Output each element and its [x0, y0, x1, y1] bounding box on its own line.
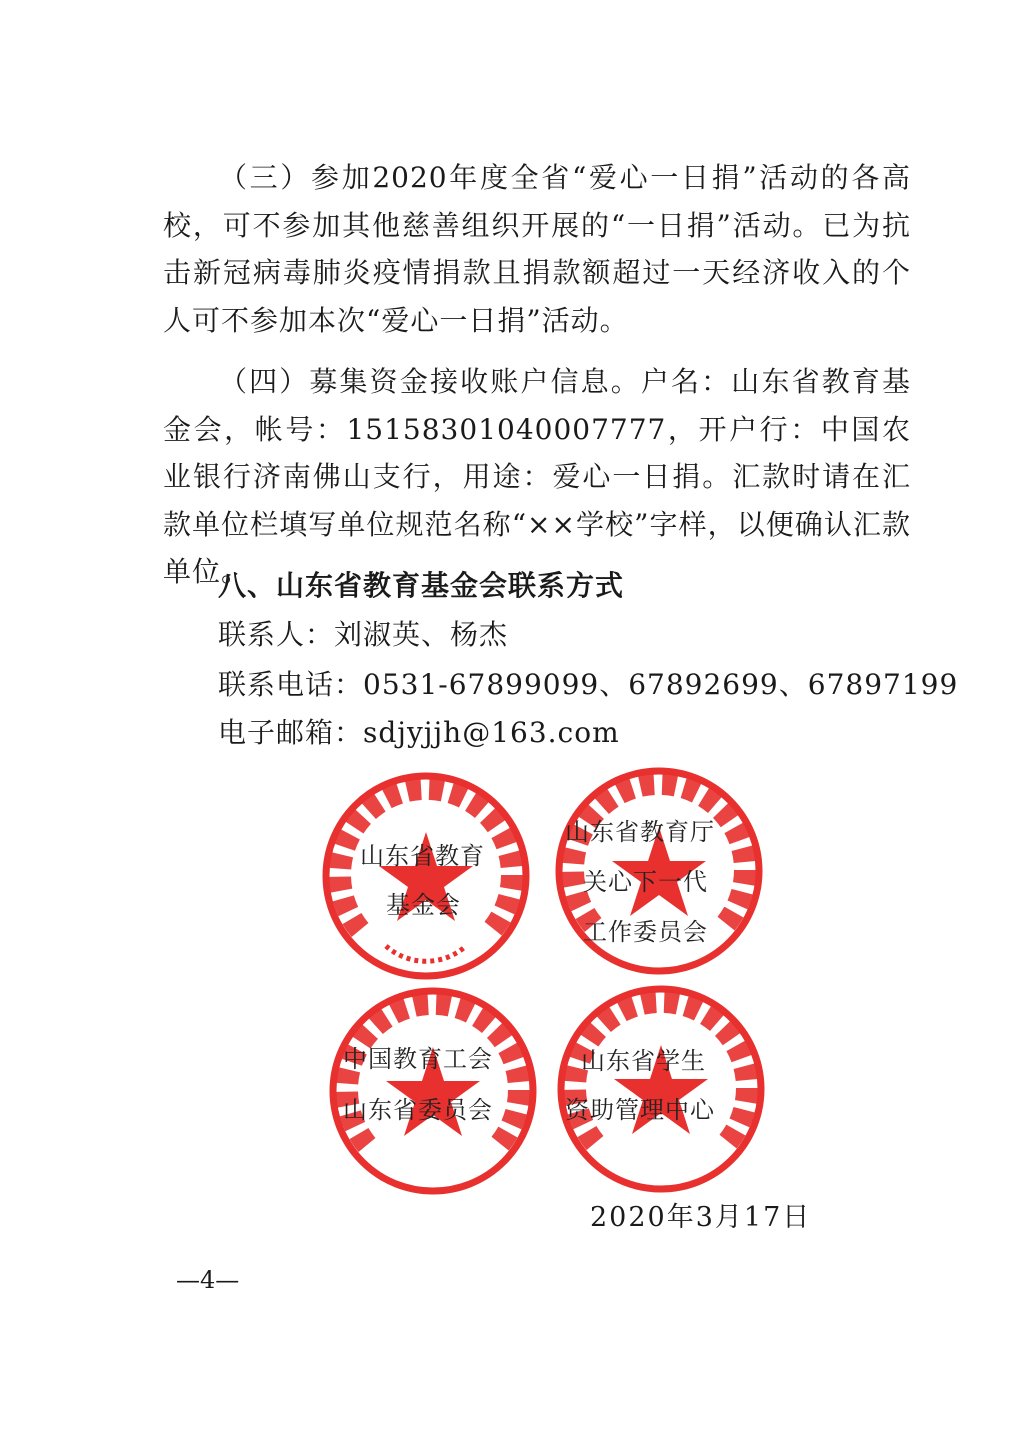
contact-person: 联系人：刘淑英、杨杰	[218, 618, 509, 651]
document-date: 2020年3月17日	[590, 1202, 812, 1233]
seal-education-union	[327, 985, 539, 1197]
seal-label-line: 基金会	[386, 891, 461, 919]
seal-label-line: 山东省教育厅	[565, 818, 715, 846]
seal-label-line: 关心下一代	[583, 868, 708, 896]
seal-label-line: 资助管理中心	[565, 1096, 715, 1124]
seal-label-line: 中国教育工会	[343, 1045, 493, 1073]
seal-education-foundation	[320, 770, 532, 982]
page-number: —4—	[176, 1266, 240, 1294]
seal-student-aid-center	[555, 983, 767, 1195]
seal-label-line: 工作委员会	[583, 918, 708, 946]
section-heading: 八、山东省教育基金会联系方式	[218, 569, 625, 602]
contact-email: 电子邮箱：sdjyjjh@163.com	[218, 716, 620, 749]
paragraph-item-3: （三）参加2020年度全省“爱心一日捐”活动的各高校，可不参加其他慈善组织开展的“一日捐”活动。已为抗击新冠病毒肺炎疫情捐款且捐款额超过一天经济收入的个人可不参加本次“爱心一日捐”活动。	[163, 161, 911, 337]
paragraph-item-4: （四）募集资金接收账户信息。户名：山东省教育基金会，帐号：15158301040007777，开户行：中国农业银行济南佛山支行，用途：爱心一日捐。汇款时请在汇款单位栏填写单位规范名称“××学校”字样，以便确认汇款单位。	[163, 365, 911, 588]
contact-phone: 联系电话：0531-67899099、67892699、67897199	[218, 668, 959, 701]
seal-label-line: 山东省学生	[581, 1047, 706, 1075]
seal-label-line: 山东省委员会	[343, 1096, 493, 1124]
seal-education-dept-committee	[553, 765, 765, 977]
seal-label-line: 山东省教育	[360, 842, 485, 870]
